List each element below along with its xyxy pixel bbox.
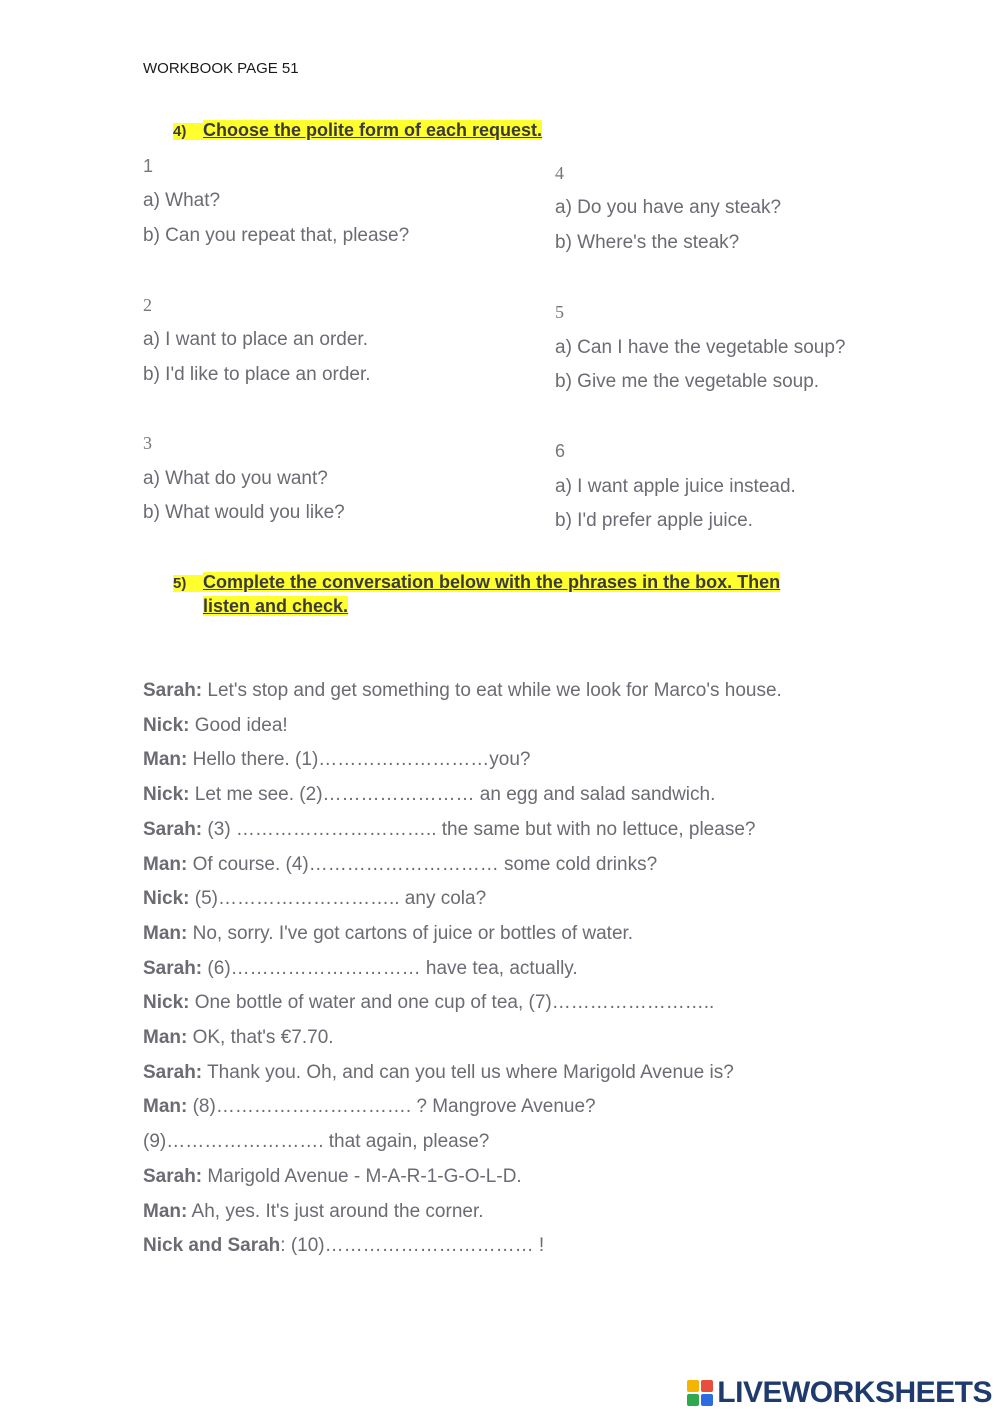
exercise-4-title	[173, 120, 542, 141]
dialog-line	[143, 749, 530, 771]
dialog-line	[143, 854, 657, 876]
question-number: 3	[143, 433, 152, 453]
dialog-line	[143, 715, 288, 737]
speaker-name: Nick:	[143, 992, 190, 1013]
speaker-name: Nick:	[143, 888, 190, 909]
option-a[interactable]: a) What do you want?	[143, 468, 328, 489]
option-b[interactable]: b) I'd prefer apple juice.	[555, 510, 753, 531]
option-a[interactable]: a) I want to place an order.	[143, 329, 368, 350]
exercise-4-number: 4)	[173, 123, 203, 140]
dialog-line	[143, 819, 755, 841]
option-b[interactable]: b) What would you like?	[143, 502, 345, 523]
speaker-name: Man:	[143, 749, 188, 770]
dialog-text: Hello there. (1)………………………you?	[187, 749, 531, 770]
question-number: 2	[143, 295, 152, 315]
option-a[interactable]: a) What?	[143, 190, 221, 211]
option-a[interactable]: a) Can I have the vegetable soup?	[555, 337, 846, 358]
dialog-text: Good idea!	[189, 715, 288, 736]
speaker-name: Man:	[143, 854, 188, 875]
dialog-text: Of course. (4)………………………… some cold drinks?	[187, 854, 658, 875]
speaker-name: Sarah:	[143, 680, 203, 701]
question-number: 5	[555, 302, 564, 322]
dialog-text: (3) ………………………….. the same but with no lettuce, please?	[202, 819, 756, 840]
dialog-line	[143, 958, 578, 980]
exercise-5-instruction-line1: Complete the conversation below with the phrases in the box. Then	[203, 572, 781, 592]
option-b[interactable]: b) Can you repeat that, please?	[143, 225, 410, 246]
dialog-line	[143, 784, 715, 806]
dialog-text: (5)……………………….. any cola?	[189, 888, 487, 909]
dialog-line	[143, 1201, 484, 1223]
dialog-text: Let me see. (2)…………………… an egg and salad sandwich.	[189, 784, 716, 805]
exercise-5-title	[173, 572, 780, 593]
option-b[interactable]: b) Give me the vegetable soup.	[555, 371, 820, 392]
option-b[interactable]: b) Where's the steak?	[555, 232, 740, 253]
dialog-line	[143, 1166, 522, 1188]
dialog-line	[143, 1235, 544, 1257]
logo-mark-icon	[687, 1380, 713, 1406]
question-number: 4	[555, 163, 564, 183]
option-a[interactable]: a) I want apple juice instead.	[555, 476, 796, 497]
dialog-text: Let's stop and get something to eat while we look for Marco's house.	[202, 680, 782, 701]
speaker-name: Sarah:	[143, 1166, 203, 1187]
dialog-text: OK, that's €7.70.	[187, 1027, 334, 1048]
speaker-name: Nick and Sarah	[143, 1235, 281, 1256]
dialog-line	[143, 1062, 734, 1084]
dialog-text: Thank you. Oh, and can you tell us where Marigold Avenue is?	[202, 1062, 734, 1083]
dialog-line	[143, 680, 782, 702]
dialog-text: : (10)…………………………… !	[280, 1235, 545, 1256]
dialog-line	[143, 1027, 334, 1049]
option-b[interactable]: b) I'd like to place an order.	[143, 364, 371, 385]
speaker-name: Sarah:	[143, 1062, 203, 1083]
page-header: WORKBOOK PAGE 51	[143, 60, 299, 77]
logo-text: LIVEWORKSHEETS	[717, 1376, 992, 1409]
speaker-name: Nick:	[143, 715, 190, 736]
dialog-line	[143, 923, 633, 945]
exercise-5-number: 5)	[173, 575, 203, 592]
dialog-text: No, sorry. I've got cartons of juice or bottles of water.	[187, 923, 634, 944]
dialog-line	[143, 888, 486, 910]
dialog-text: (9)……………………. that again, please?	[143, 1131, 490, 1152]
speaker-name: Sarah:	[143, 819, 203, 840]
question-number: 6	[555, 441, 566, 461]
dialog-line	[143, 1096, 596, 1118]
exercise-4-instruction: Choose the polite form of each request.	[203, 120, 543, 140]
option-a[interactable]: a) Do you have any steak?	[555, 197, 782, 218]
dialog-line	[143, 992, 714, 1014]
speaker-name: Sarah:	[143, 958, 203, 979]
liveworksheets-logo	[687, 1376, 992, 1410]
dialog-text: One bottle of water and one cup of tea, (7)……………………..	[189, 992, 715, 1013]
speaker-name: Man:	[143, 923, 188, 944]
dialog-text: (8)…………………………. ? Mangrove Avenue?	[187, 1096, 596, 1117]
dialog-text: Marigold Avenue - M-A-R-1-G-O-L-D.	[202, 1166, 522, 1187]
dialog-text: Ah, yes. It's just around the corner.	[187, 1201, 484, 1222]
exercise-5-title-cont	[203, 596, 348, 617]
question-number: 1	[143, 156, 154, 176]
speaker-name: Nick:	[143, 784, 190, 805]
speaker-name: Man:	[143, 1027, 188, 1048]
dialog-line	[143, 1131, 489, 1153]
speaker-name: Man:	[143, 1201, 188, 1222]
dialog-text: (6)………………………… have tea, actually.	[202, 958, 578, 979]
exercise-5-instruction-line2: listen and check.	[203, 596, 349, 616]
speaker-name: Man:	[143, 1096, 188, 1117]
